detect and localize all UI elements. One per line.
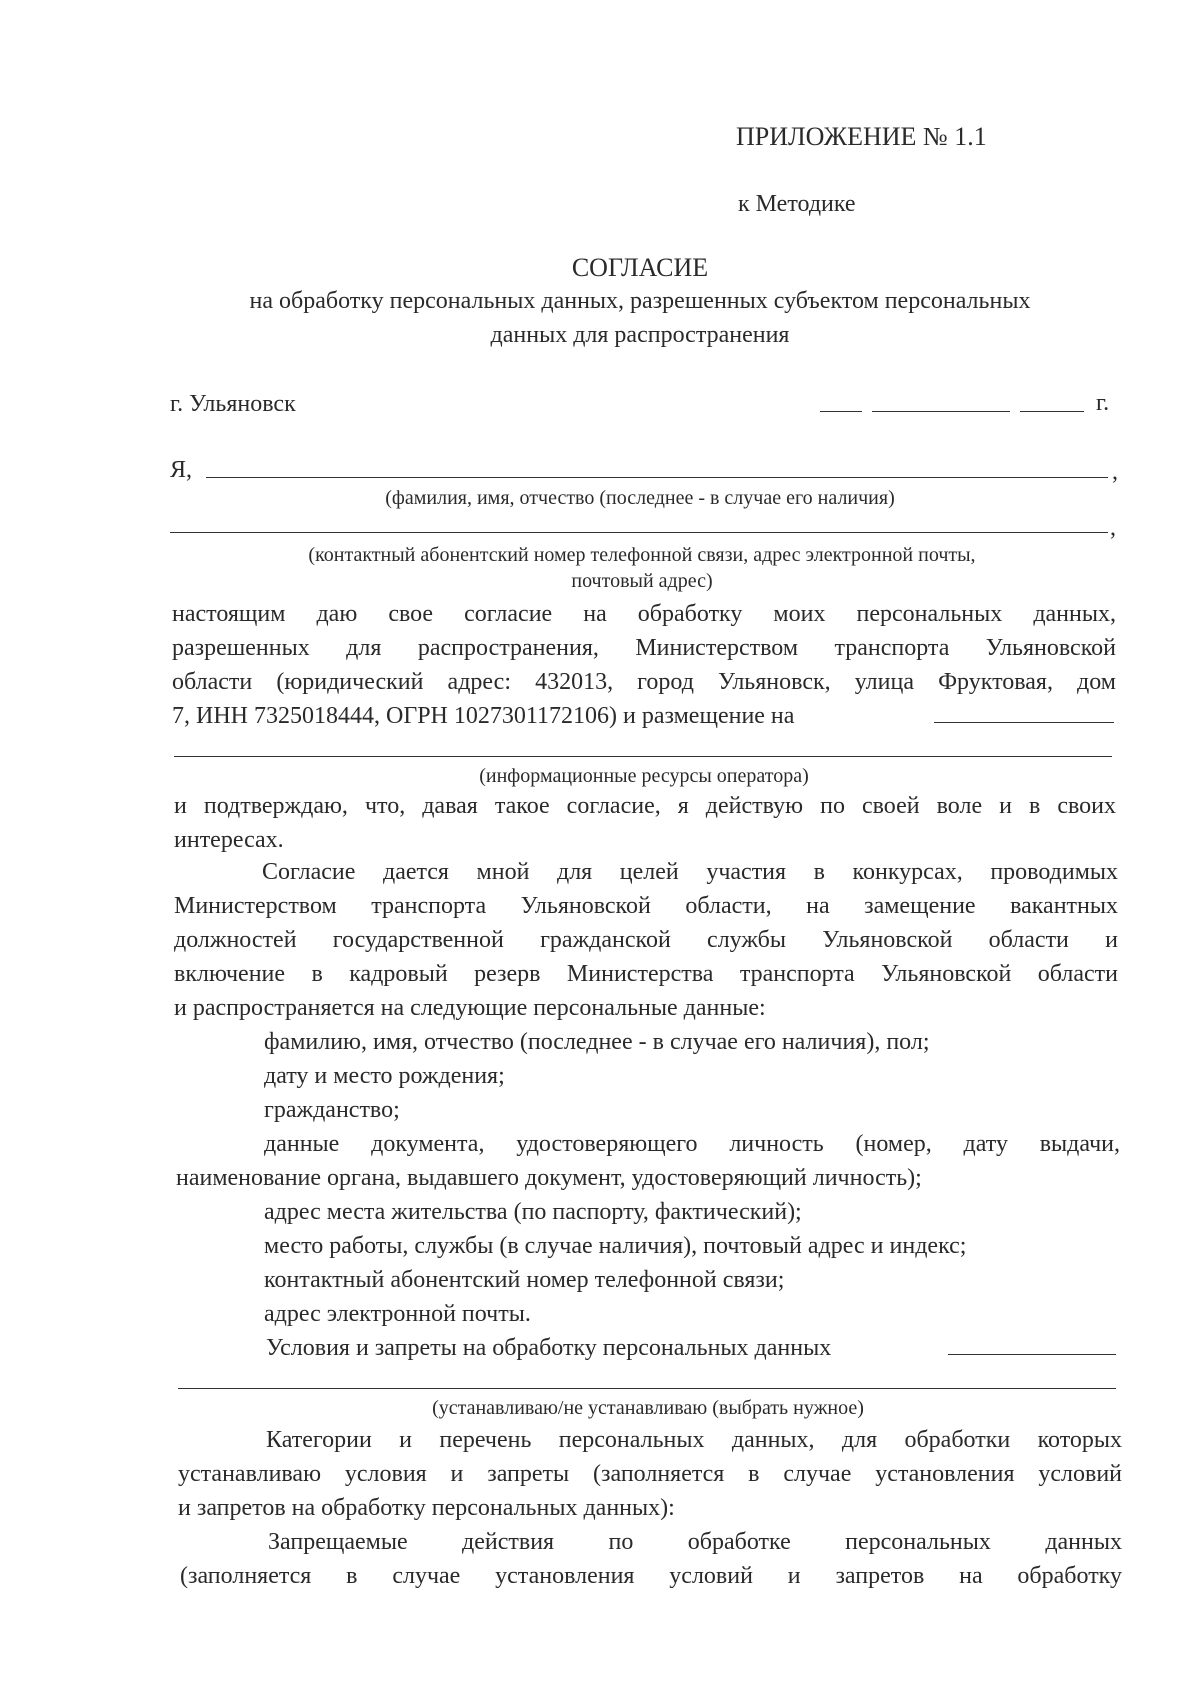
date-year-line <box>1020 411 1084 412</box>
contact-hint-line2: почтовый адрес) <box>571 570 713 592</box>
year-suffix: г. <box>1096 390 1110 416</box>
list-item: адрес места жительства (по паспорту, фактический); <box>264 1199 802 1225</box>
contact-hint-line1: (контактный абонентский номер телефонной связи, адрес электронной почты, <box>308 544 976 566</box>
conditions-line-a <box>948 1354 1116 1355</box>
p3-line3: должностей государственной гражданской службы Ульяновской области и <box>174 927 1118 953</box>
document-subtitle-line2: данных для распространения <box>490 322 790 348</box>
p3-line4: включение в кадровый резерв Министерства транспорта Ульяновской области <box>174 961 1118 987</box>
list-item: данные документа, удостоверяющего личность (номер, дату выдачи, <box>264 1131 1120 1157</box>
list-item: место работы, службы (в случае наличия), почтовый адрес и индекс; <box>264 1233 967 1259</box>
document-title: СОГЛАСИЕ <box>571 253 709 282</box>
p3-line1: Согласие дается мной для целей участия в конкурсах, проводимых <box>262 859 1118 885</box>
list-item: гражданство; <box>264 1097 400 1123</box>
list-item: контактный абонентский номер телефонной связи; <box>264 1267 785 1293</box>
fio-comma: , <box>1112 459 1118 485</box>
resources-line-a <box>934 722 1114 723</box>
list-item: адрес электронной почты. <box>264 1301 531 1327</box>
appendix-number: ПРИЛОЖЕНИЕ № 1.1 <box>736 122 987 151</box>
p4-line3: и запретов на обработку персональных данных): <box>178 1495 675 1521</box>
fio-line <box>206 477 1108 478</box>
list-item: фамилию, имя, отчество (последнее - в случае его наличия), пол; <box>264 1029 930 1055</box>
conditions-label: Условия и запреты на обработку персональных данных <box>266 1335 832 1361</box>
contact-line <box>170 532 1108 533</box>
contact-comma: , <box>1110 515 1116 541</box>
i-label: Я, <box>170 457 193 483</box>
p3-line2: Министерством транспорта Ульяновской области, на замещение вакантных <box>174 893 1118 919</box>
p1-line4: 7, ИНН 7325018444, ОГРН 1027301172106) и размещение на <box>172 703 795 729</box>
p5-line1: Запрещаемые действия по обработке персональных данных <box>268 1529 1122 1555</box>
list-item-continuation: наименование органа, выдавшего документ, удостоверяющий личность); <box>176 1165 922 1191</box>
p2-line1: и подтверждаю, что, давая такое согласие, я действую по своей воле и в своих <box>174 793 1116 819</box>
date-day-line <box>820 411 862 412</box>
p5-line2: (заполняется в случае установления условий и запретов на обработку <box>180 1563 1122 1589</box>
method-reference: к Методике <box>738 191 856 217</box>
p1-line2: разрешенных для распространения, Министерством транспорта Ульяновской <box>172 635 1116 661</box>
conditions-line-b <box>178 1388 1116 1389</box>
resources-line-b <box>174 756 1112 757</box>
p4-line2: устанавливаю условия и запреты (заполняется в случае установления условий <box>178 1461 1122 1487</box>
p3-line5: и распространяется на следующие персональные данные: <box>174 995 766 1021</box>
city-label: г. Ульяновск <box>170 391 296 417</box>
list-item: дату и место рождения; <box>264 1063 505 1089</box>
fio-hint: (фамилия, имя, отчество (последнее - в случае его наличия) <box>385 487 895 509</box>
p1-line3: области (юридический адрес: 432013, город Ульяновск, улица Фруктовая, дом <box>172 669 1116 695</box>
p2-line2: интересах. <box>174 827 284 853</box>
document-subtitle-line1: на обработку персональных данных, разрешенных субъектом персональных <box>249 288 1031 314</box>
resources-hint: (информационные ресурсы оператора) <box>479 765 809 787</box>
conditions-hint: (устанавливаю/не устанавливаю (выбрать нужное) <box>432 1397 864 1419</box>
p4-line1: Категории и перечень персональных данных, для обработки которых <box>266 1427 1122 1453</box>
date-month-line <box>872 411 1010 412</box>
p1-line1: настоящим даю свое согласие на обработку моих персональных данных, <box>172 601 1116 627</box>
